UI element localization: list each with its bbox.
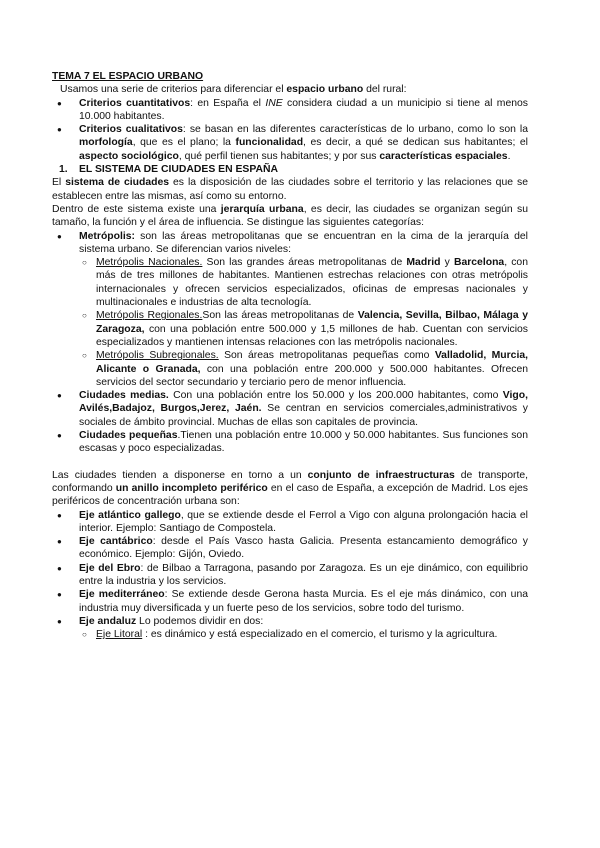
list-item: ● Eje andaluz Lo podemos dividir en dos: ○ Eje Litoral : es dinámico y está especializado en el comercio, el turismo y la agricultura. — [52, 615, 528, 642]
list-item: ○ Metrópolis Subregionales. Son áreas metropolitanas pequeñas como Valladolid, Murcia, Alicante o Granada, con una población entre 200.000 y 500.000 habitantes. Ofrecen servicios del sector secundario y terciario pero de menor influencia. — [79, 349, 528, 389]
paragraph-infraestructuras: Las ciudades tienden a disponerse en torno a un conjunto de infraestructuras de transporte, conformando un anillo incompleto periférico en el caso de España, a excepción de Madrid. Los ejes periféricos de concentración urbana son: — [52, 469, 528, 508]
page-title: TEMA 7 EL ESPACIO URBANO — [52, 71, 204, 82]
categorias-list — [52, 230, 528, 456]
list-item: ● Criterios cuantitativos: en España el INE considera ciudad a un municipio si tiene al menos 10.000 habitantes. — [52, 97, 528, 124]
criterios-list — [52, 97, 528, 163]
list-item: ● Ciudades pequeñas.Tienen una población entre 10.000 y 50.000 habitantes. Sus funciones son escasas y poco especializadas. — [52, 429, 528, 456]
list-item: ● Criterios cualitativos: se basan en las diferentes características de lo urbano, como lo son la morfología, que es el plano; la funcionalidad, es decir, a qué se dedican sus habitantes; el aspecto sociológico, qué perfil tienen sus habitantes; y por sus características espaciales. — [52, 123, 528, 163]
list-item: ● Metrópolis: son las áreas metropolitanas que se encuentran en la cima de la jerarquía del sistema urbano. Se diferencian varios niveles: ○ Metrópolis Nacionales. Son las grandes áreas metropolitanas de Madrid y Barcelona, con más de tres millones de habitantes. Mantienen estrechas relaciones con otras metrópolis internacionales y ofrecen servicios especializados, oficinas de empresas nacionales y multinacionales e industrias de alta tecnología. ○ Metrópolis Regionales.Son las áreas metropolitanas de Valencia, Sevilla, Bilbao, Málaga y Zaragoza, con una población entre 500.000 y 1,5 millones de hab. Cuentan con servicios especializados y mantienen intensas relaciones con las metrópolis nacionales. ○ Metrópolis Subregionales. Son áreas metropolitanas pequeñas como Valladolid, Murcia, Alicante o Granada, con una población entre 200.000 y 500.000 habitantes. Ofrecen servicios del sector secundario y terciario pero de menor influencia. — [52, 230, 528, 390]
list-item: ● Eje mediterráneo: Se extiende desde Gerona hasta Murcia. Es el eje más dinámico, con una industria muy diversificada y un fuerte peso de los servicios, sobre todo del turismo. — [52, 588, 528, 615]
list-item: ● Ciudades medias. Con una población entre los 50.000 y los 200.000 habitantes, como Vigo, Avilés,Badajoz, Burgos,Jerez, Jaén. Se centran en servicios comerciales,administrativos y sociales de ámbito provincial. Muchas de ellas son capitales de provincia. — [52, 389, 528, 429]
niveles-list — [79, 256, 528, 389]
list-item: ● Eje atlántico gallego, que se extiende desde el Ferrol a Vigo con alguna prolongación hacia el interior. Ejemplo: Santiago de Compostela. — [52, 509, 528, 536]
list-item: ● Eje del Ebro: de Bilbao a Tarragona, pasando por Zaragoza. Es un eje dinámico, con equilibrio entre la industria y los servicios. — [52, 562, 528, 589]
eje-andaluz-list — [79, 628, 528, 641]
intro-paragraph: Usamos una serie de criterios para diferenciar el espacio urbano del rural: — [60, 84, 407, 96]
document-page — [52, 70, 528, 641]
list-item: ● Eje cantábrico: desde el País Vasco hasta Galicia. Presenta estancamiento demográfico y económico. Ejemplo: Gijón, Oviedo. — [52, 535, 528, 562]
spacer — [52, 456, 528, 469]
section-heading: 1. EL SISTEMA DE CIUDADES EN ESPAÑA — [59, 164, 278, 176]
paragraph-sistema: El sistema de ciudades es la disposición de las ciudades sobre el territorio y las relaciones que se establecen entre las mismas, así como su entorno. — [52, 177, 528, 202]
ejes-list — [52, 509, 528, 642]
list-item: ○ Eje Litoral : es dinámico y está especializado en el comercio, el turismo y la agricultura. — [79, 628, 528, 641]
list-item: ○ Metrópolis Nacionales. Son las grandes áreas metropolitanas de Madrid y Barcelona, con más de tres millones de habitantes. Mantienen estrechas relaciones con otras metrópolis internacionales y ofrecen servicios especializados, oficinas de empresas nacionales y multinacionales e industrias de alta tecnología. — [79, 256, 528, 309]
list-item: ○ Metrópolis Regionales.Son las áreas metropolitanas de Valencia, Sevilla, Bilbao, Málaga y Zaragoza, con una población entre 500.000 y 1,5 millones de hab. Cuentan con servicios especializados y mantienen intensas relaciones con las metrópolis nacionales. — [79, 309, 528, 349]
paragraph-jerarquia: Dentro de este sistema existe una jerarquía urbana, es decir, las ciudades se organizan según su tamaño, la función y el área de influencia. Se distingue las siguientes categorías: — [52, 203, 528, 229]
